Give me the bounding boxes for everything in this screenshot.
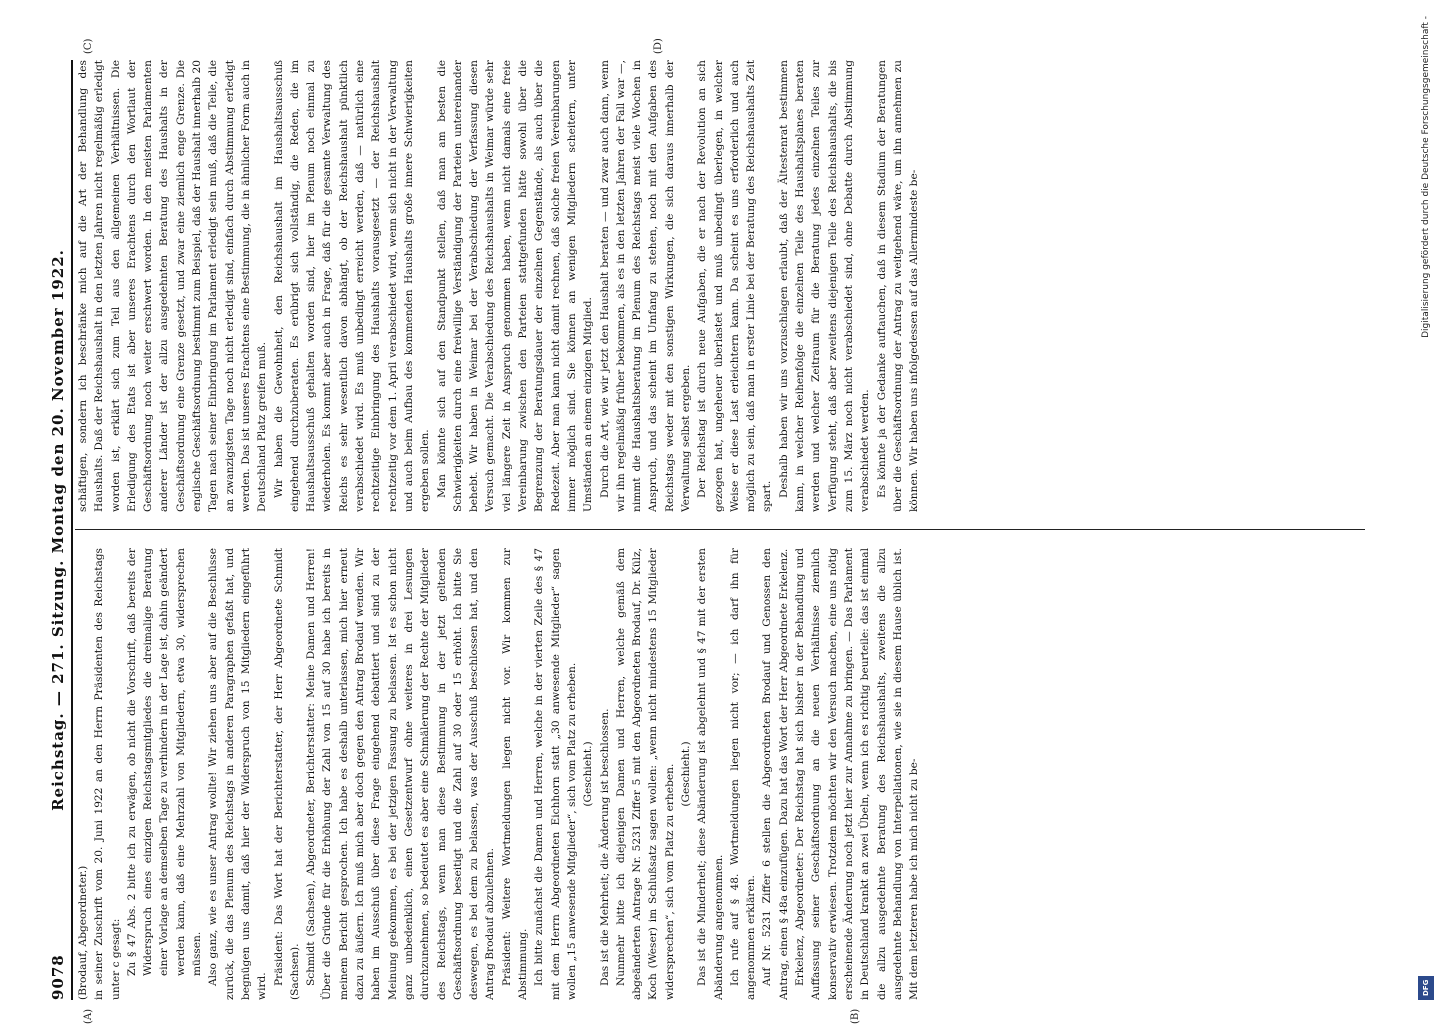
running-title: Reichstag. — 271. Sitzung. Montag den 20. November 1922.	[49, 249, 67, 811]
paragraph: Also ganz, wie es unser Antrag wollte! Wir ziehen uns aber auf die Beschlüsse zurück, die das Plenum des Reichstags in anderen Paragraphen gefaßt hat, und begnügen uns damit, daß hier der Widerspruch von 15 Mitgliedern eingeführt wird.	[207, 548, 269, 1000]
paragraph: Ich rufe auf § 48. Wortmeldungen liegen nicht vor; — ich darf ihn für angenommen erklären.	[728, 548, 758, 1000]
margin-mark-b: (B)	[850, 1008, 861, 1024]
rotated-page	[47, 38, 1392, 1024]
credit-text: Digitalisierung gefördert durch die Deutsche Forschungsgemeinschaft -	[1421, 16, 1431, 338]
page-header	[47, 60, 73, 1000]
paragraph: schäftigen, sondern ich beschränke mich auf die Art der Behandlung des Haushalts. Daß der Reichshaushalt in den letzten Jahren nicht regelmäßig erledigt worden ist, erklärt sich zum Teil aus den allgemeinen Verhältnissen. Die Erledigung des Etats ist aber unseres Erachtens durch den Wortlaut der Geschäftsordnung noch weiter erschwert worden. In den meisten Parlamenten anderer Länder ist der allzu ausgedehnten Beratung des Haushalts in der Geschäftsordnung eine Grenze gesetzt, und zwar eine ziemlich enge Grenze. Die englische Geschäftsordnung bestimmt zum Beispiel, daß der Haushalt innerhalb 20 Tagen nach seiner Einbringung im Parlament erledigt sein muß, daß die Teile, die an zwanzigsten Tage noch nicht erledigt sind, einfach durch Abstimmung erledigt werden. Das ist unseres Erachtens eine Bestimmung, die in ähnlicher Form auch in Deutschland Platz greifen muß.	[77, 60, 269, 512]
paragraph: Durch die Art, wie wir jetzt den Haushalt beraten — und zwar auch dann, wenn wir ihn regelmäßig früher bekommen, als es in den letzten Jahren der Fall war —, nimmt die Haushaltsberatung im Plenum des Reichstags meist viele Wochen in Anspruch, und das scheint im Umfang zu stehen, noch mit den Aufgaben des Reichstags weder mit den sonstigen Wirkungen, die sich daraus innerhalb der Verwaltung selbst ergeben.	[598, 60, 692, 512]
page-number: 9078	[49, 954, 67, 1000]
stage-direction: (Geschieht.)	[679, 741, 692, 807]
speech-paragraph: Schmidt (Sachsen), Abgeordneter, Berichterstatter: Meine Damen und Herren! Über die Gründe für die Erhöhung der Zahl von 15 auf 30 habe ich bereits in meinem Bericht gesprochen. Ich habe es deshalb unterlassen, mich hier erneut dazu zu äußern. Ich muß mich aber doch gegen den Antrag Brodauf wenden. Wir haben im Ausschuß über diese Frage eingehend debattiert und sind zu der Meinung gekommen, es bei der jetzigen Fassung zu belassen. Ist es schon nicht ganz unbedenklich, einen Gesetzentwurf ohne weiteres in drei Lesungen durchzunehmen, so bedeutet es aber eine Schmälerung der Rechte der Mitglieder des Reichstags, wenn man diese Bestimmung in der jetzt geltenden Geschäftsordnung beseitigt und die Zahl auf 30 oder 15 erhöht. Ich bitte Sie deswegen, es bei dem zu belassen, was der Ausschuß beschlossen hat, und den Antrag Brodauf abzulehnen.	[305, 548, 497, 1000]
margin-mark-d: (D)	[653, 38, 664, 54]
paragraph: Nunmehr bitte ich diejenigen Damen und Herren, welche gemäß dem abgeänderten Antrage Nr. 5231 Ziffer 5 mit den Abgeordneten Brodauf, Dr. Külz, Koch (Weser) im Schlußsatz sagen wollen: „wenn nicht mindestens 15 Mitglieder widersprechen“, sich vom Platz zu erheben.	[614, 548, 676, 1000]
paragraph: in seiner Zuschrift vom 20. Juni 1922 an den Herrn Präsidenten des Reichstags unter c gesagt:	[93, 548, 122, 1000]
paragraph: Es könnte ja der Gedanke auftauchen, daß in diesem Stadium der Beratungen über die Geschäftsordnung der Antrag zu weitgehend wäre, um ihn annehmen zu können. Wir haben uns infolgedessen auf das Allermindeste be-	[875, 60, 921, 512]
margin-mark-a: (A)	[83, 1008, 94, 1024]
speech-paragraph: Präsident: Weitere Wortmeldungen liegen nicht vor. Wir kommen zur Abstimmung.	[500, 548, 530, 1000]
paragraph: Ich bitte zunächst die Damen und Herren, welche in der vierten Zeile des § 47 mit dem Herrn Abgeordneten Eichhorn statt „30 anwesende Mitglieder“ sagen wollen „15 anwesende Mitglieder“, sich vom Platz zu erheben.	[533, 548, 578, 1000]
speech-paragraph: Erkelenz, Abgeordneter: Der Reichstag hat sich bisher in der Behandlung und Auffassung seiner Geschäftsordnung an die neuen Verhältnisse ziemlich konservativ erwiesen. Trotzdem möchten wir den Versuch machen, eine uns nötig erscheinende Änderung noch jetzt hier zur Annahme zu bringen. — Das Parlament in Deutschland krankt an zwei Übeln, wenn ich es richtig beurteile: das ist einmal die allzu ausgedehnte Beratung des Reichshaushalts, zweitens die allzu ausgedehnte Behandlung von Interpellationen, wie sie in diesem Hause üblich ist. Mit dem letzteren habe ich mich nicht zu be-	[794, 548, 921, 1000]
column-divider	[75, 529, 1365, 530]
paragraph: Auf Nr. 5231 Ziffer 6 stellen die Abgeordneten Brodauf und Genossen den Antrag, einen § 48a einzufügen. Dazu hat das Wort der Herr Abgeordnete Erkelenz.	[761, 548, 790, 1000]
right-column	[75, 60, 1365, 512]
continued-speaker-note: (Brodauf, Abgeordneter.)	[77, 865, 89, 1000]
stage-direction: (Geschieht.)	[582, 741, 595, 807]
digitization-credit	[1418, 6, 1434, 996]
paragraph: Deshalb haben wir uns vorzuschlagen erlaubt, daß der Ältestenrat bestimmen kann, in welcher Reihenfolge die einzelnen Teile des Haushaltsplanes beraten werden und welcher Zeitraum für die Beratung jedes einzelnen Teiles zur Verfügung steht, daß aber zweitens diejenigen Teile des Reichshaushalts, die bis zum 15. März noch nicht verabschiedet sind, ohne Debatte durch Abstimmung verabschiedet werden.	[777, 60, 872, 512]
paragraph: Wir haben die Gewohnheit, den Reichshaushalt im Haushaltsausschuß eingehend durchzuberaten. Es erübrigt sich vollständig, die Reden, die im Haushaltsausschuß gehalten worden sind, hier im Plenum noch einmal zu wiederholen. Es kommt aber auch in Frage, daß für die gesamte Verwaltung des Reichs es sehr wesentlich davon abhängt, ob der Reichshaushalt pünktlich verabschiedet wird. Es muß unbedingt erreicht werden, daß — natürlich eine rechtzeitige Einbringung des Haushalts vorausgesetzt — der Reichshaushalt rechtzeitig vor dem 1. April verabschiedet wird, wenn sich nicht in der Verwaltung und auch beim Aufbau des kommenden Haushalts große innere Schwierigkeiten ergeben sollen.	[272, 60, 432, 512]
dfg-logo: DFG	[1418, 976, 1434, 1000]
paragraph: Das ist die Minderheit; diese Abänderung ist abgelehnt und § 47 mit der ersten Abänderung angenommen.	[696, 548, 725, 1000]
paragraph: Das ist die Mehrheit; die Änderung ist beschlossen.	[598, 708, 611, 986]
quotation: Zu § 47 Abs. 2 bitte ich zu erwägen, ob nicht die Vorschrift, daß bereits der Widerspruch eines einzigen Reichstagsmitgliedes die dreimalige Beratung einer Vorlage an demselben Tage zu verhindern in der Lage ist, dahin geändert werden kann, daß eine Mehrzahl von Mitgliedern, etwa 30, widersprechen müssen.	[125, 548, 204, 976]
left-column	[75, 548, 1365, 1000]
paragraph: Man könnte sich auf den Standpunkt stellen, daß man am besten die Schwierigkeiten durch eine freiwillige Verständigung der Parteien untereinander behebt. Wir haben in Weimar bei der Verabschiedung der Verfassung diesen Versuch gemacht. Die Verabschiedung des Reichshaushalts in Weimar würde sehr viel längere Zeit in Anspruch genommen haben, wenn nicht damals eine freie Vereinbarung zwischen den Parteien stattgefunden hätte sowohl über die Begrenzung der Beratungsdauer der einzelnen Gegenstände, als auch über die Redezeit. Aber man kann nicht damit rechnen, daß solche freien Vereinbarungen immer möglich sind. Sie können an wenigen Mitgliedern scheitern, unter Umständen an einem einzigen Mitglied.	[435, 60, 595, 512]
text-columns	[75, 38, 1365, 1024]
speech-paragraph: Präsident: Das Wort hat der Berichterstatter, der Herr Abgeordnete Schmidt (Sachsen).	[272, 548, 301, 1000]
paragraph: Der Reichstag ist durch neue Aufgaben, die er nach der Revolution an sich gezogen hat, ungeheuer überlastet und muß unbedingt überlegen, in welcher Weise er diese Last erleichtern kann. Da scheint es uns erforderlich und auch möglich zu sein, daß man in erster Linie bei der Beratung des Reichshaushalts Zeit spart.	[696, 60, 774, 512]
margin-mark-c: (C)	[83, 38, 94, 54]
